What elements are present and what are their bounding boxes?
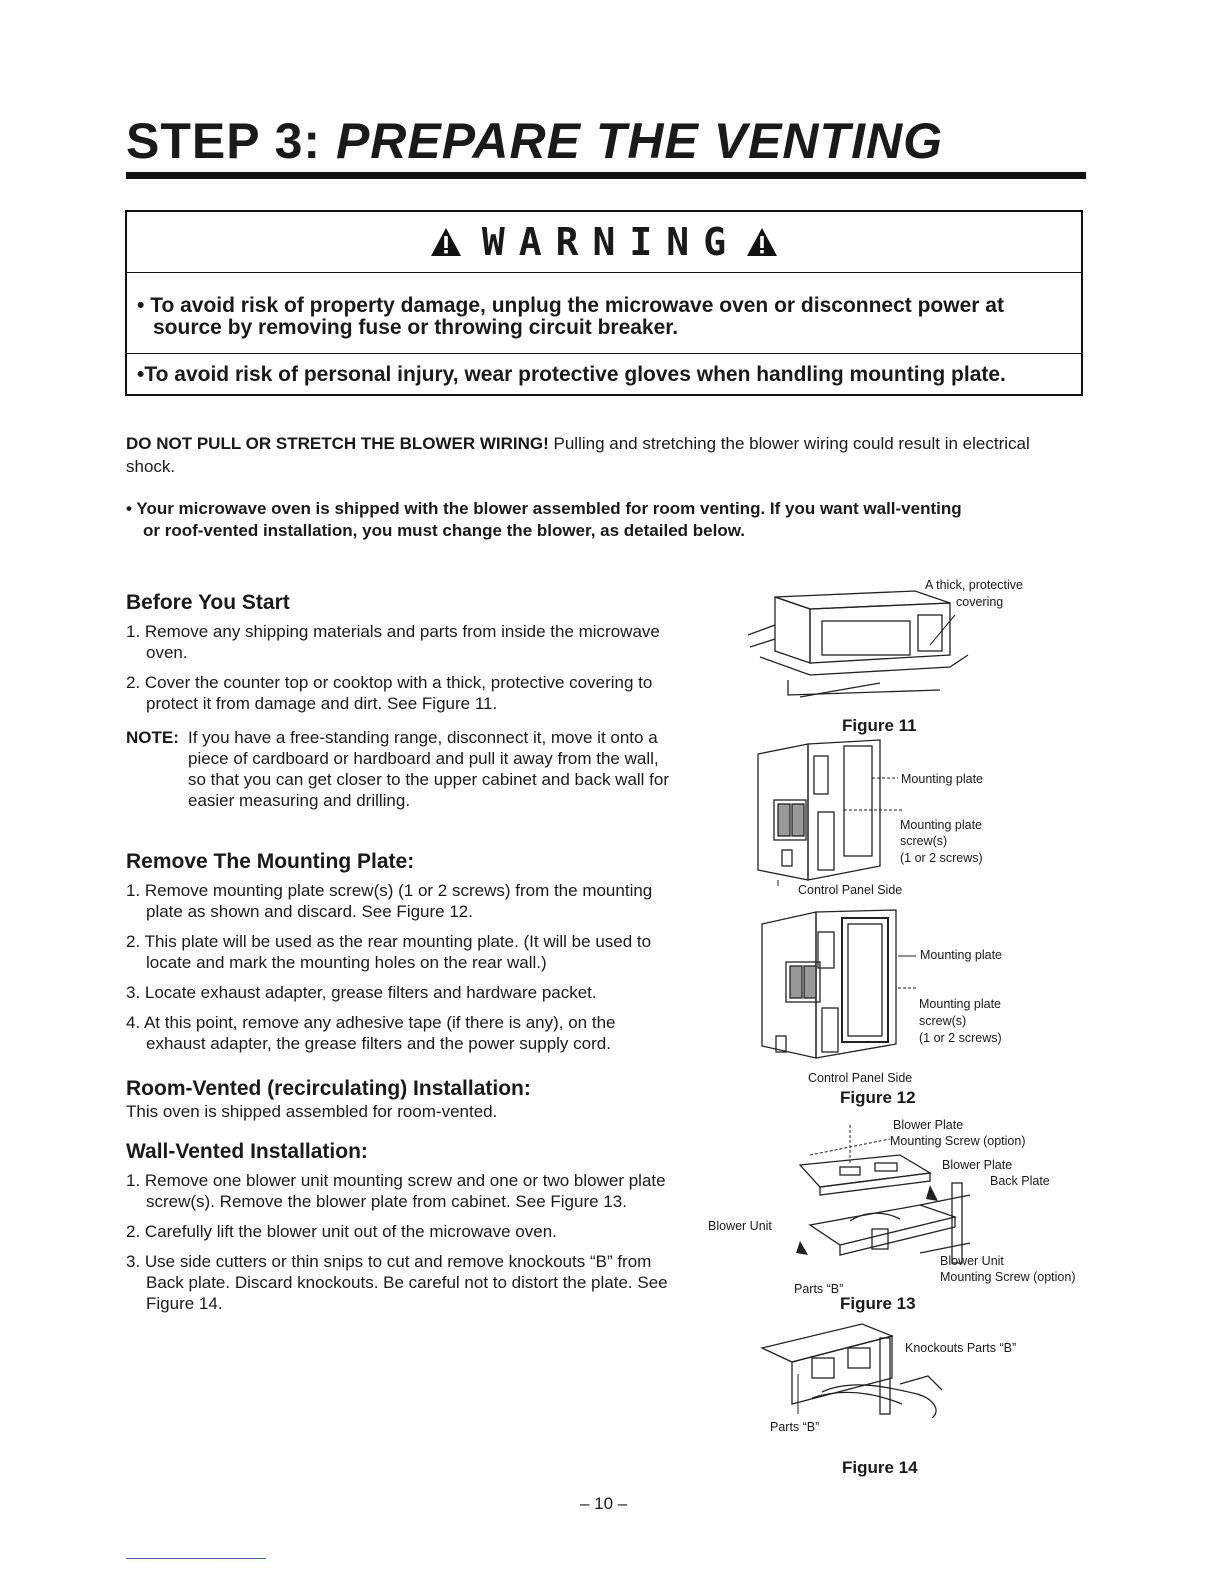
fig12a-screw-line2: screw(s) xyxy=(900,834,948,848)
warning-item-power-line1: • To avoid risk of property damage, unplug the microwave oven or disconnect power at xyxy=(137,294,1004,317)
fig13-blower-unit: Blower Unit xyxy=(708,1219,772,1233)
list-item: 2. Cover the counter top or cooktop with a thick, protective covering to protect it from damage and dirt. See Figure 11. xyxy=(126,673,653,713)
note xyxy=(126,727,671,811)
before-you-start-steps xyxy=(126,621,671,723)
figure-12b-illustration xyxy=(756,908,916,1070)
shipping-note xyxy=(126,498,1076,542)
fig12a-screw-line1: Mounting plate xyxy=(900,818,983,832)
title-rule xyxy=(126,172,1086,179)
remove-plate-steps xyxy=(126,880,671,1063)
page-number: – 10 – xyxy=(580,1494,628,1513)
warning-triangle-icon xyxy=(746,227,778,257)
fig13-bu-screw-line1: Blower Unit xyxy=(940,1254,1004,1268)
blower-wiring-warning-text: Pulling and stretching the blower wiring could result in electrical shock. xyxy=(126,434,1030,476)
fig12b-screw-line3: (1 or 2 screws) xyxy=(919,1031,1002,1045)
wall-vented-heading: Wall-Vented Installation: xyxy=(126,1140,368,1163)
title-heading: PREPARE THE VENTING xyxy=(335,113,943,169)
figure-12-label: Figure 12 xyxy=(840,1088,916,1107)
list-item: 3. Use side cutters or thin snips to cut and remove knockouts “B” from Back plate. Discard knockouts. Be careful not to distort the plate. See Figure 14. xyxy=(126,1252,668,1313)
room-vented-heading: Room-Vented (recirculating) Installation: xyxy=(126,1077,531,1100)
page-title xyxy=(126,112,943,170)
list-item: 4. At this point, remove any adhesive tape (if there is any), on the exhaust adapter, the grease filters and the power supply cord. xyxy=(126,1013,616,1053)
warning-header xyxy=(127,212,1081,273)
fig12b-screw-line2: screw(s) xyxy=(919,1014,967,1028)
fig14-parts-b: Parts “B” xyxy=(770,1420,820,1434)
fig13-blower-plate: Blower Plate xyxy=(893,1118,964,1132)
fig13-parts-b: Parts “B” xyxy=(794,1282,844,1296)
wall-vented-steps xyxy=(126,1170,671,1323)
fig12b-mounting-plate: Mounting plate xyxy=(920,948,1003,962)
figure-14-illustration xyxy=(752,1318,952,1418)
list-item: 2. Carefully lift the blower unit out of the microwave oven. xyxy=(126,1222,557,1241)
fig12b-control-panel-side: Control Panel Side xyxy=(808,1071,913,1085)
fig12a-control-panel-side: Control Panel Side xyxy=(798,883,903,897)
blower-wiring-warning xyxy=(126,432,1066,478)
note-text: If you have a free-standing range, disconnect it, move it onto a piece of cardboard or hardboard and pull it away from the wall, so that you can get closer to the upper cabinet and back wall for easier measuring and drilling. xyxy=(188,728,670,810)
warning-box xyxy=(125,210,1083,396)
fig14-knockouts: Knockouts Parts “B” xyxy=(905,1341,1017,1355)
list-item: 3. Locate exhaust adapter, grease filters and hardware packet. xyxy=(126,983,597,1002)
figure-14-label: Figure 14 xyxy=(842,1458,918,1477)
warning-item-gloves: •To avoid risk of personal injury, wear protective gloves when handling mounting plate. xyxy=(137,363,1006,386)
fig13-mounting-screw-option: Mounting Screw (option) xyxy=(890,1134,1026,1148)
figure-13-label: Figure 13 xyxy=(840,1294,916,1313)
fig12b-screw-line1: Mounting plate xyxy=(919,997,1002,1011)
list-item: 1. Remove any shipping materials and parts from inside the microwave oven. xyxy=(126,622,660,662)
warning-item-power-line2: source by removing fuse or throwing circuit breaker. xyxy=(153,316,679,339)
fig11-callout-line1: A thick, protective xyxy=(925,578,1023,592)
fig11-callout-line2: covering xyxy=(956,595,1004,609)
figure-11-illustration xyxy=(740,585,970,710)
list-item: 1. Remove one blower unit mounting screw and one or two blower plate screw(s). Remove the blower plate from cabinet. See Figure 13. xyxy=(126,1171,666,1211)
shipping-note-line1: • Your microwave oven is shipped with the blower assembled for room venting. If you want wall-venting xyxy=(126,499,962,518)
warning-triangle-icon xyxy=(430,227,462,257)
list-item: 2. This plate will be used as the rear mounting plate. (It will be used to locate and mark the mounting holes on the rear wall.) xyxy=(126,932,652,972)
fig12a-mounting-plate: Mounting plate xyxy=(901,772,984,786)
fig13-back-plate: Back Plate xyxy=(990,1174,1050,1188)
title-step: STEP 3: xyxy=(126,113,336,169)
warning-item-power xyxy=(127,273,1081,354)
fig13-bu-screw-line2: Mounting Screw (option) xyxy=(940,1270,1076,1284)
figure-11-label: Figure 11 xyxy=(842,716,917,735)
remove-plate-heading: Remove The Mounting Plate: xyxy=(126,850,415,873)
shipping-note-line2: or roof-vented installation, you must change the blower, as detailed below. xyxy=(143,521,746,540)
fig13-blower-plate-2: Blower Plate xyxy=(942,1158,1013,1172)
fig12a-screw-line3: (1 or 2 screws) xyxy=(900,851,983,865)
footer-rule xyxy=(126,1558,266,1559)
figure-12a-illustration xyxy=(748,738,908,888)
blower-wiring-warning-bold: DO NOT PULL OR STRETCH THE BLOWER WIRING! xyxy=(126,434,549,453)
room-vented-text: This oven is shipped assembled for room-vented. xyxy=(126,1102,498,1121)
before-you-start-heading: Before You Start xyxy=(126,591,290,614)
warning-heading: WARNING xyxy=(481,220,741,264)
note-label: NOTE: xyxy=(126,728,179,747)
list-item: 1. Remove mounting plate screw(s) (1 or 2 screws) from the mounting plate as shown and discard. See Figure 12. xyxy=(126,881,653,921)
